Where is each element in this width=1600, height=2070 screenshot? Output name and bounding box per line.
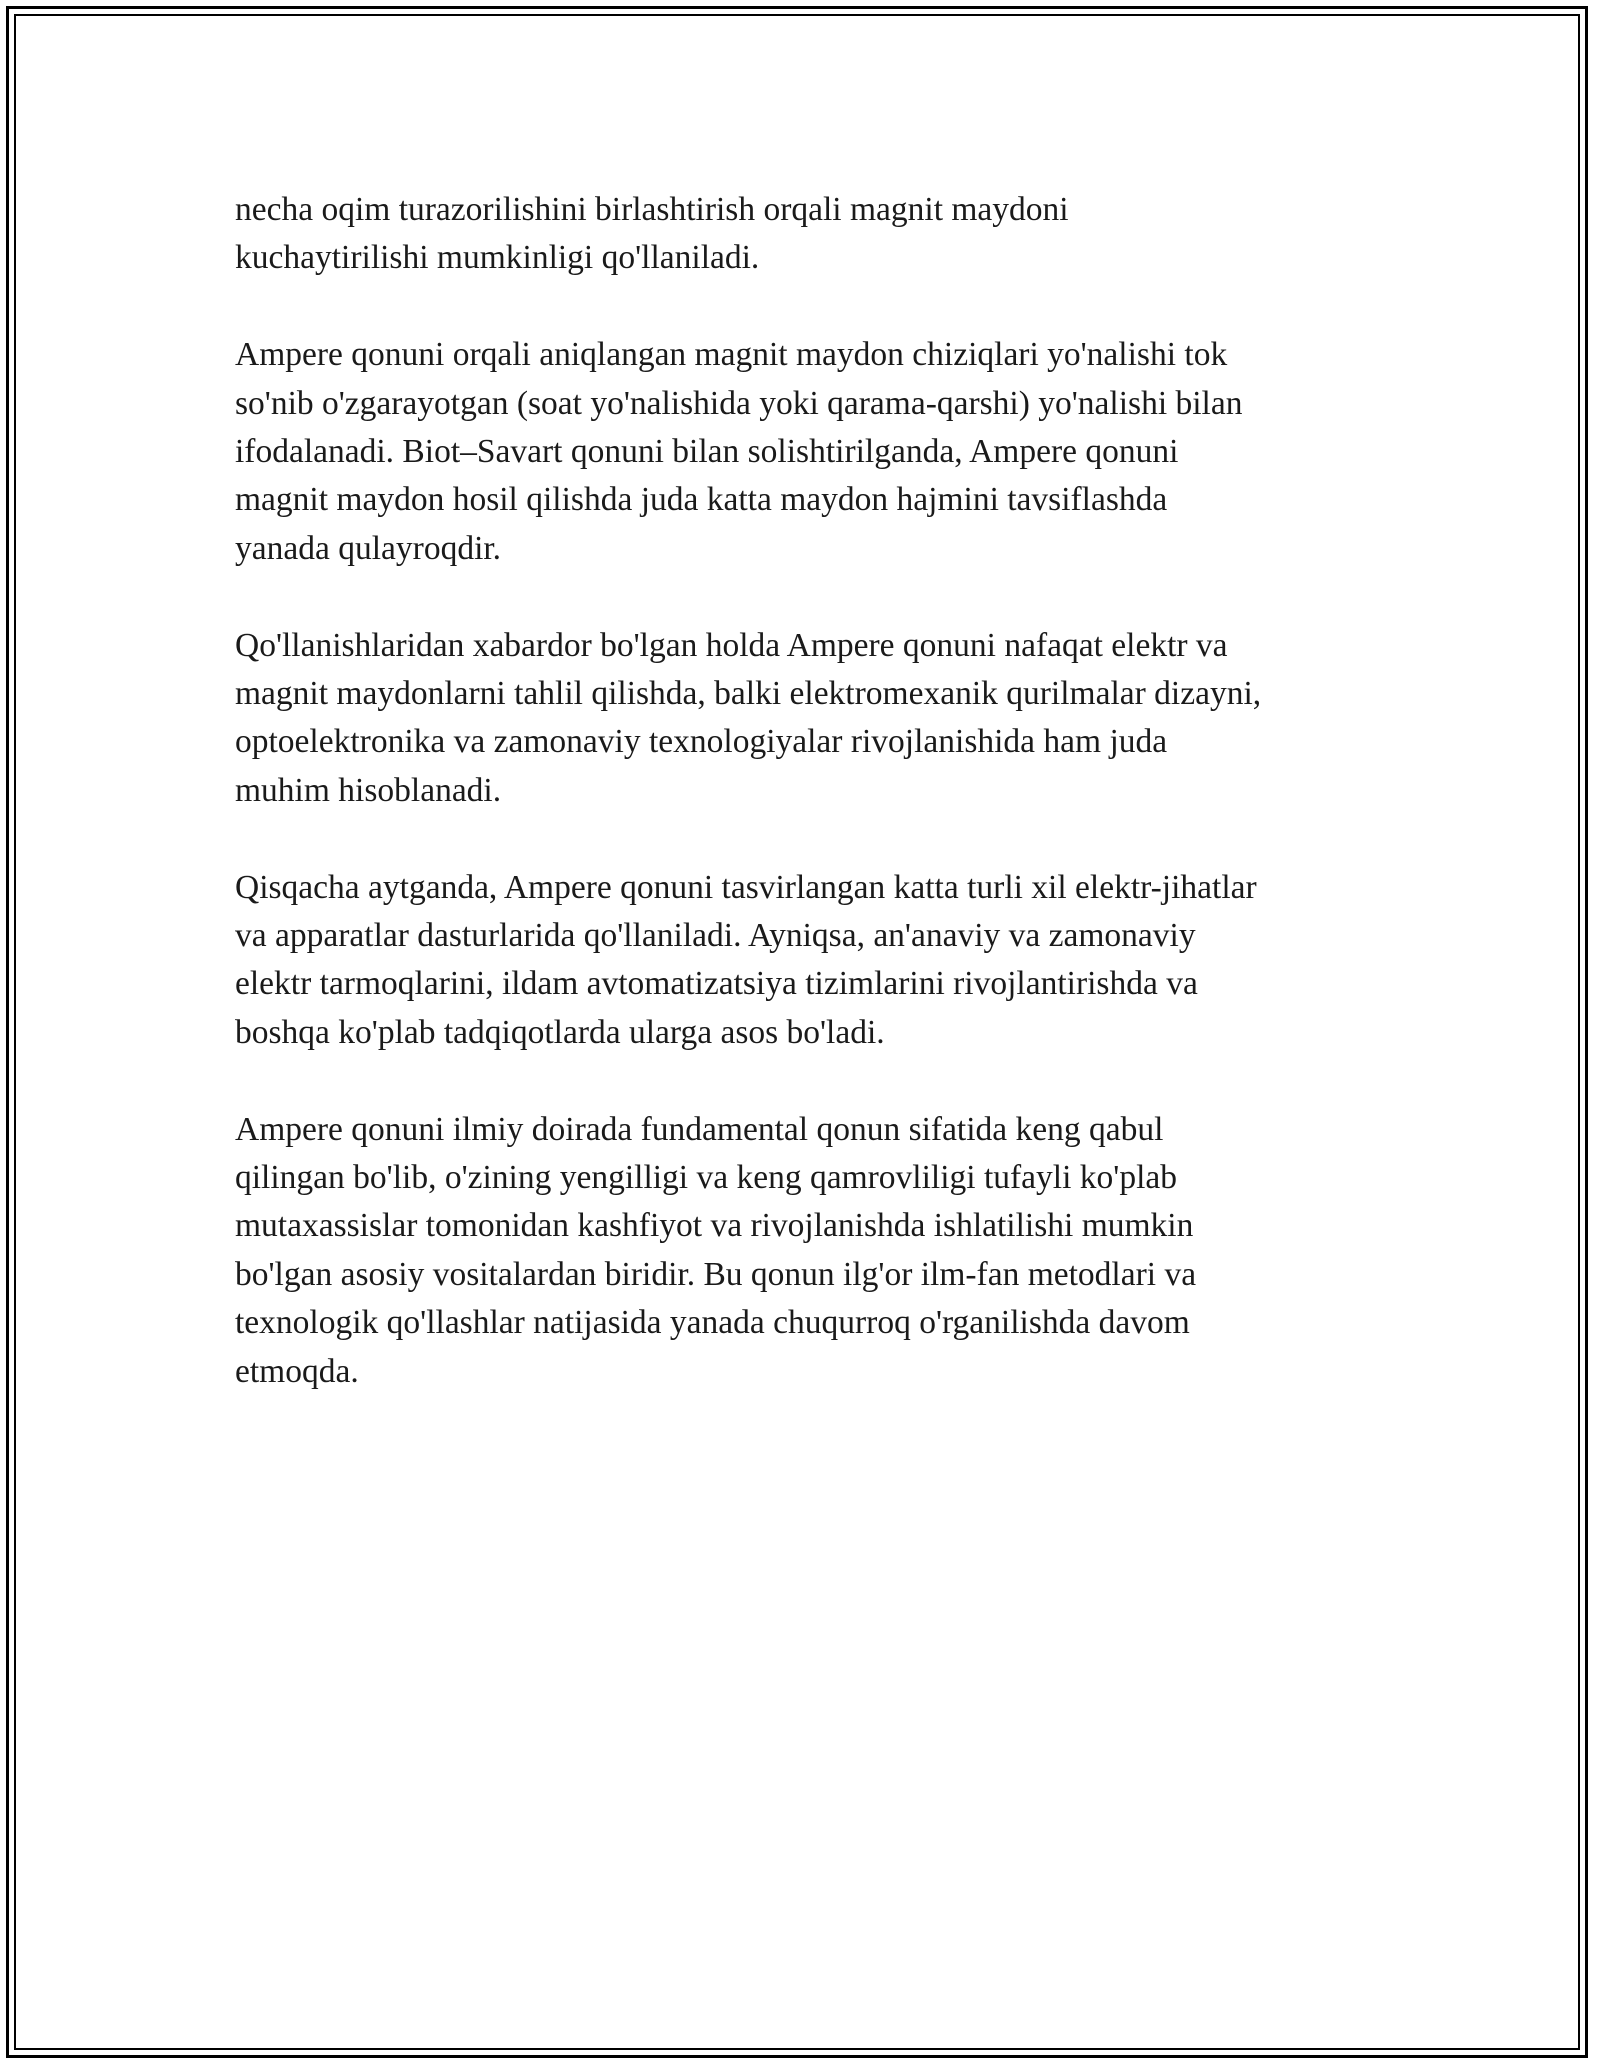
text-line: necha oqim turazorilishini birlashtirish orqali magnit maydoni [235,191,1069,228]
text-line: muhim hisoblanadi. [235,771,502,809]
paragraph-4 [235,864,1385,1058]
text-line: kuchaytirilishi mumkinligi qo'llaniladi. [235,239,760,277]
text-line: elektr tarmoqlarini, ildam avtomatizatsiya tizimlarini rivojlantirishda va [235,965,1198,1003]
text-line: Ampere qonuni orqali aniqlangan magnit maydon chiziqlari yo'nalishi tok [235,336,1228,374]
paragraph-1 [235,186,1385,283]
text-line: magnit maydon hosil qilishda juda katta maydon hajmini tavsiflashda [235,481,1168,519]
text-line: optoelektronika va zamonaviy texnologiyalar rivojlanishida ham juda [235,723,1168,761]
text-line: bo'lgan asosiy vositalardan biridir. Bu qonun ilg'or ilm-fan metodlari va [235,1255,1197,1293]
text-line: ifodalanadi. Biot–Savart qonuni bilan solishtirilganda, Ampere qonuni [235,433,1179,471]
text-line: Qo'llanishlaridan xabardor bo'lgan holda Ampere qonuni nafaqat elektr va [235,626,1228,664]
text-line: qilingan bo'lib, o'zining yengilligi va keng qamrovliligi tufayli ko'plab [235,1159,1178,1197]
text-line: Qisqacha aytganda, Ampere qonuni tasvirlangan katta turli xil elektr-jihatlar [235,868,1257,906]
text-line: etmoqda. [235,1352,359,1390]
paragraph-3 [235,622,1385,816]
document-body [235,186,1385,1444]
text-line: mutaxassislar tomonidan kashfiyot va rivojlanishda ishlatilishi mumkin [235,1207,1194,1245]
text-line: boshqa ko'plab tadqiqotlarda ularga asos bo'ladi. [235,1013,885,1051]
text-line: magnit maydonlarni tahlil qilishda, balki elektromexanik qurilmalar dizayni, [235,675,1262,713]
paragraph-5 [235,1106,1385,1396]
text-line: so'nib o'zgarayotgan (soat yo'nalishida yoki qarama-qarshi) yo'nalishi bilan [235,384,1243,422]
paragraph-2 [235,331,1385,573]
text-line: va apparatlar dasturlarida qo'llaniladi. Ayniqsa, an'anaviy va zamonaviy [235,917,1196,955]
text-line: texnologik qo'llashlar natijasida yanada chuqurroq o'rganilishda davom [235,1304,1190,1342]
text-line: yanada qulayroqdir. [235,529,502,567]
text-line: Ampere qonuni ilmiy doirada fundamental qonun sifatida keng qabul [235,1110,1164,1148]
